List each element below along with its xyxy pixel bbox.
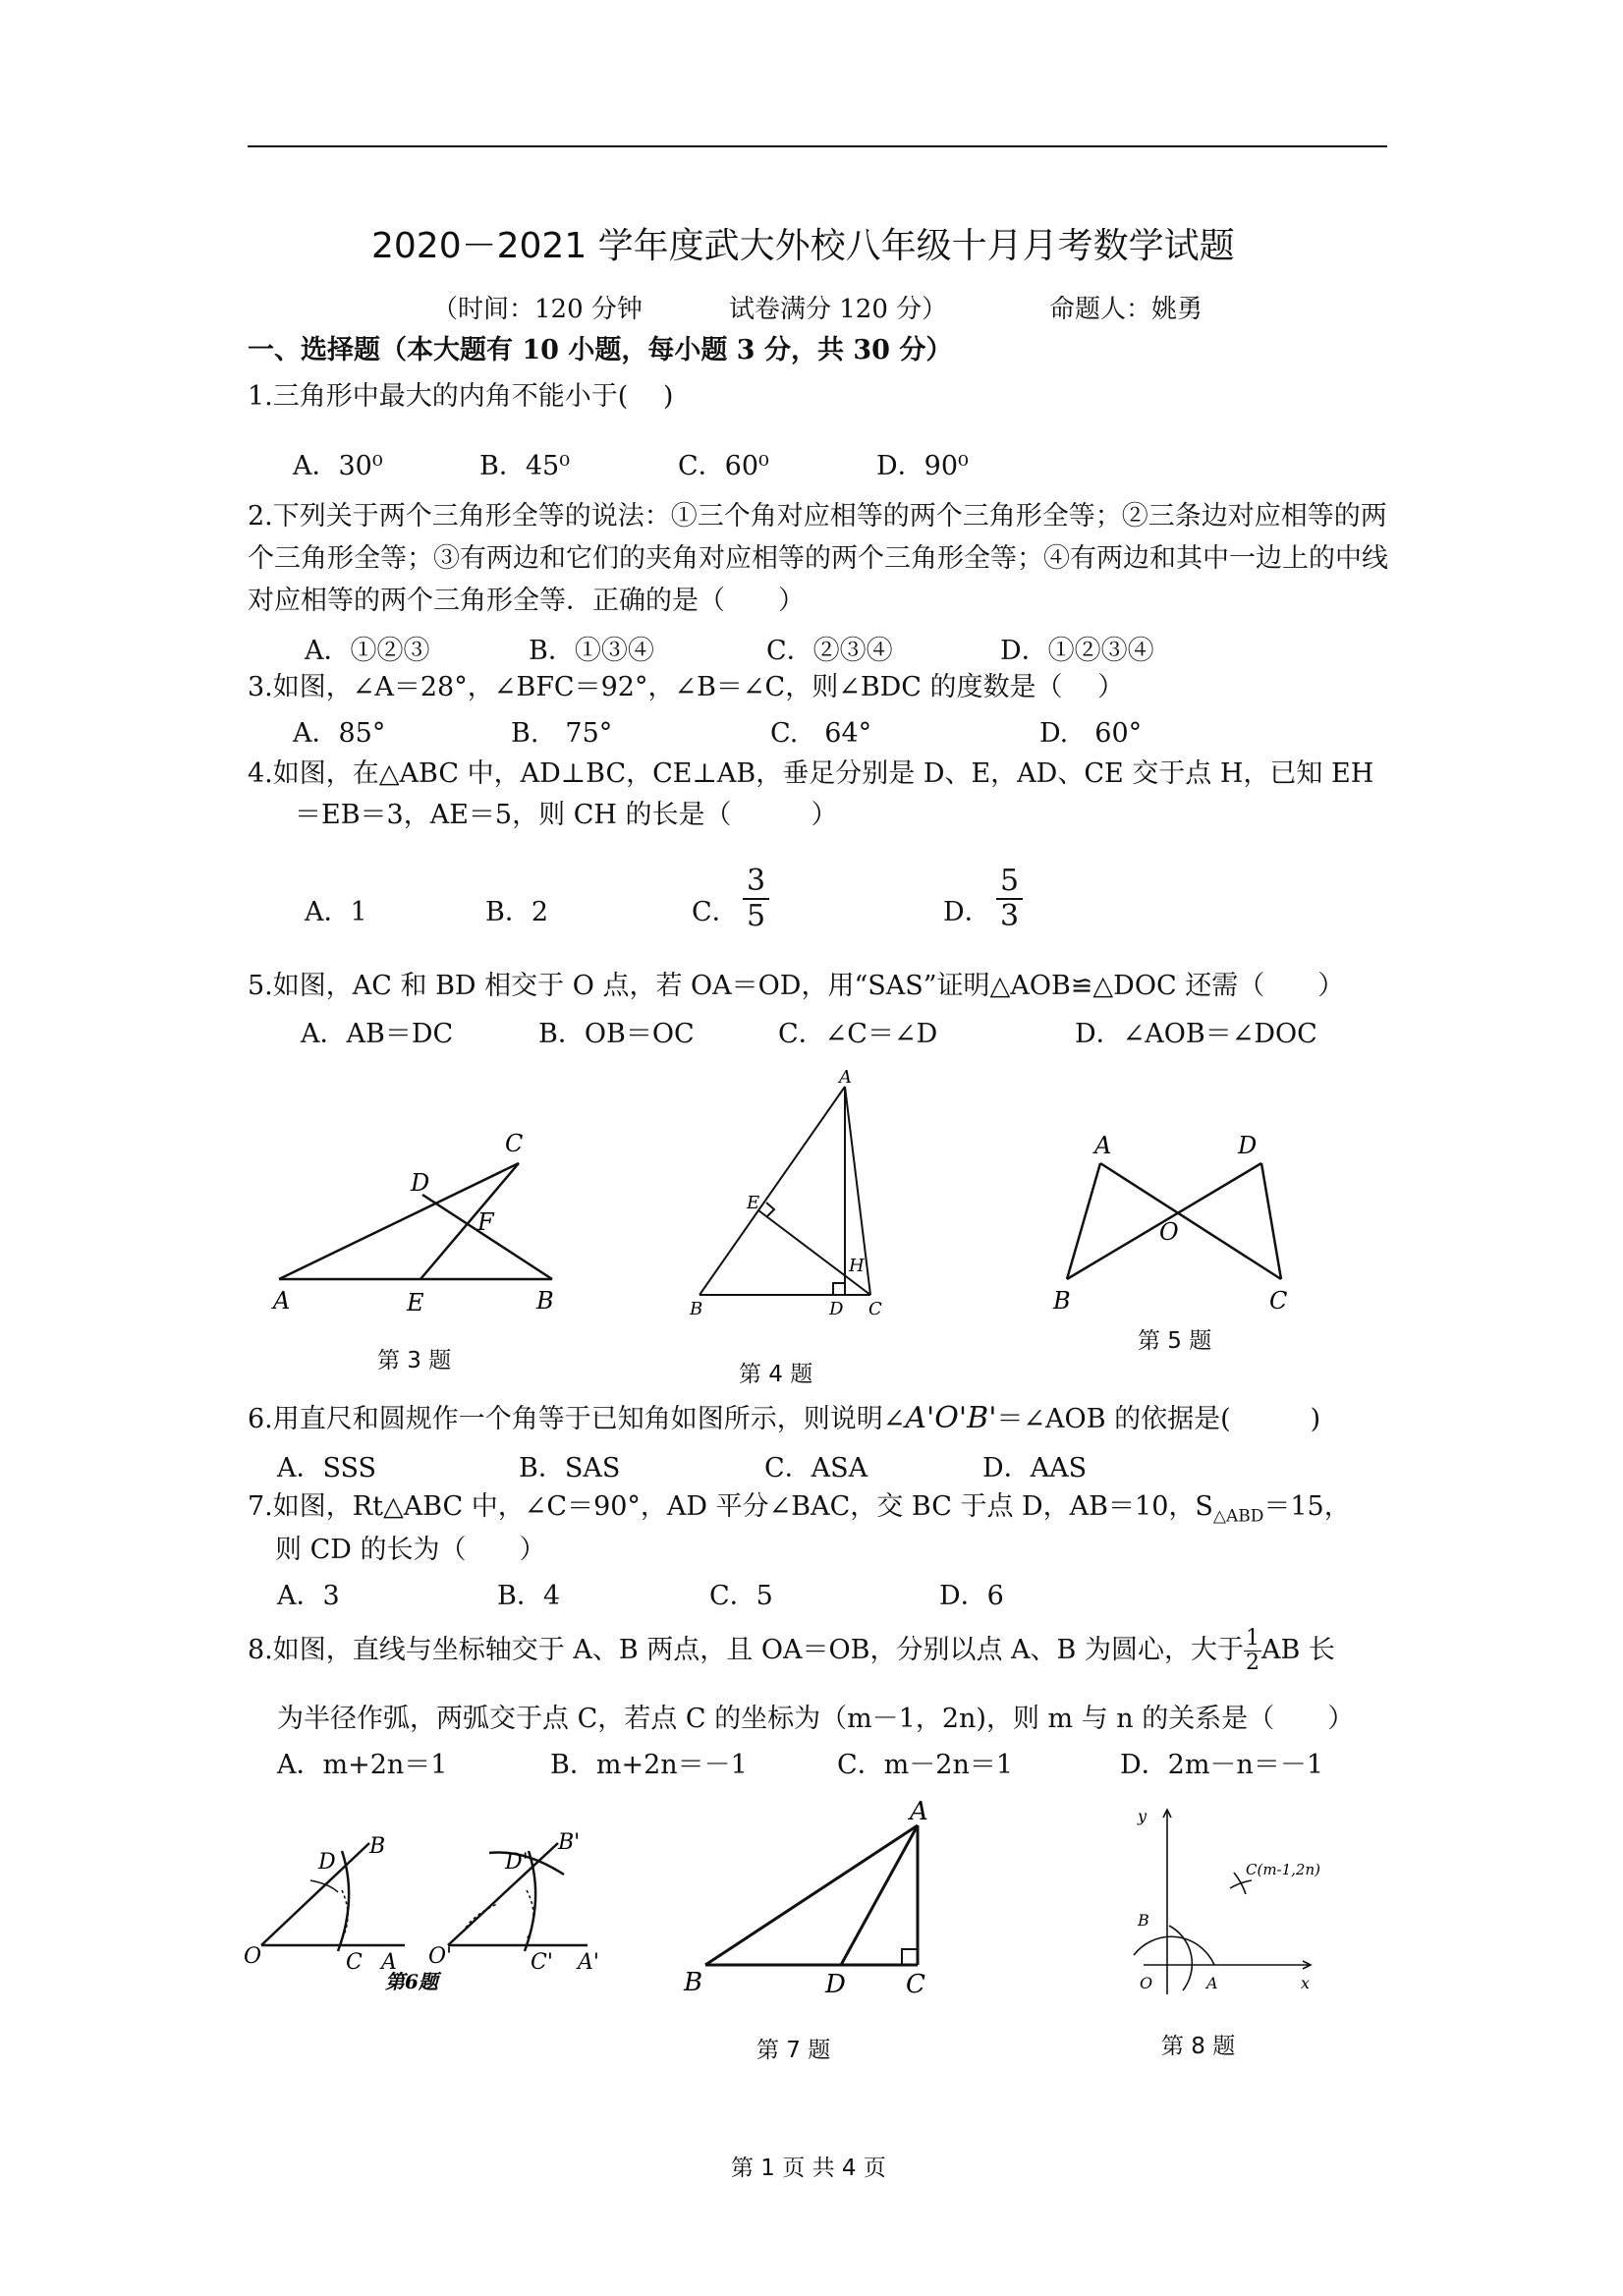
exam-score: 试卷满分 120 分） (729, 295, 948, 324)
q6-stem-part1: 6.用直尺和圆规作一个角等于已知角如图所示，则说明∠ (248, 1404, 906, 1434)
q7-stem-part2: ＝15， (1263, 1491, 1351, 1522)
label-A: A (1206, 1974, 1218, 1992)
q1-option-a: A．30⁰ (293, 451, 383, 481)
label-O: O (1159, 1218, 1179, 1246)
q2-option-d: D．①②③④ (1000, 636, 1154, 666)
label-D: D (825, 1970, 846, 1999)
question-3-stem: 3.如图，∠A＝28°，∠BFC＝92°，∠B＝∠C，则∠BDC 的度数是（ ） (248, 672, 1125, 702)
figure-5-caption: 第 5 题 (1138, 1328, 1212, 1354)
q8-option-d: D．2m－n＝－1 (1120, 1750, 1323, 1780)
q5-option-c: C．∠C＝∠D (778, 1019, 938, 1049)
label-D: D (318, 1850, 336, 1875)
section-title: 一、选择题（本大题有 10 小题，每小题 3 分，共 30 分） (248, 335, 953, 365)
q8-stem-part1: 8.如图，直线与坐标轴交于 A、B 两点，且 OA＝OB，分别以点 A、B 为圆心，大于 (248, 1635, 1244, 1665)
figure-5 (1043, 1120, 1309, 1316)
q6-option-c: C．ASA (764, 1453, 868, 1484)
figure-7-caption: 第 7 题 (756, 2038, 831, 2063)
q5-option-d: D．∠AOB＝∠DOC (1075, 1019, 1317, 1049)
label-B: B (1053, 1287, 1071, 1315)
question-6-stem (248, 1399, 1320, 1439)
q7-stem-part1: 7.如图，Rt△ABC 中，∠C＝90°，AD 平分∠BAC，交 BC 于点 D，AB＝10，S (248, 1491, 1213, 1522)
q3-option-a: A．85° (293, 718, 386, 749)
label-E: E (747, 1193, 760, 1213)
q5-option-b: B．OB＝OC (538, 1019, 695, 1049)
label-O: O (244, 1944, 262, 1969)
exam-author: 命题人：姚勇 (1049, 295, 1203, 324)
figure-3 (255, 1120, 589, 1326)
figure-6-caption: 第6题 (385, 1970, 438, 1993)
q8-option-a: A．m+2n＝1 (277, 1750, 448, 1780)
q3-option-d: D. 60° (1039, 718, 1143, 749)
q4-option-c: C． (692, 897, 739, 927)
q7-option-d: D．6 (939, 1581, 1004, 1611)
q6-stem-part2: ＝∠AOB 的依据是( ) (996, 1404, 1321, 1434)
question-5-stem: 5.如图，AC 和 BD 相交于 O 点，若 OA＝OD，用“SAS”证明△AOB≌△DOC 还需（ ） (248, 971, 1345, 1001)
header-rule (248, 145, 1387, 147)
q6-option-b: B．SAS (519, 1453, 621, 1484)
figure-6 (240, 1820, 625, 1996)
label-D: D (411, 1169, 430, 1197)
q2-option-c: C．②③④ (766, 636, 893, 666)
label-B: B (690, 1299, 703, 1319)
q6-option-a: A．SSS (277, 1453, 377, 1484)
q4-option-d: D． (943, 897, 991, 927)
q3-option-c: C. 64° (770, 718, 872, 749)
q7-area-subscript: △ABD (1212, 1506, 1264, 1527)
q8-option-c: C．m－2n＝1 (837, 1750, 1014, 1780)
figure-8-caption: 第 8 题 (1161, 2034, 1236, 2059)
label-B-prime: B' (558, 1830, 581, 1855)
question-8-stem-line2: 为半径作弧，两弧交于点 C，若点 C 的坐标为（m－1，2n)，则 m 与 n 的关系是（ ） (277, 1704, 1355, 1734)
figure-8 (1114, 1798, 1330, 1994)
q8-option-b: B．m+2n＝－1 (550, 1750, 748, 1780)
figure-3-caption: 第 3 题 (377, 1348, 452, 1373)
figure-7 (678, 1798, 943, 2004)
fraction-denominator: 5 (747, 899, 766, 933)
q7-option-b: B．4 (497, 1581, 561, 1611)
label-B: B (684, 1968, 703, 1997)
q1-option-c: C．60⁰ (678, 451, 769, 481)
figure-4-caption: 第 4 题 (739, 1362, 813, 1387)
q5-option-a: A．AB＝DC (301, 1019, 454, 1049)
q1-option-d: D．90⁰ (876, 451, 969, 481)
fraction-numerator: 5 (996, 865, 1023, 900)
fraction-denominator: 3 (1000, 899, 1020, 933)
label-H: H (849, 1256, 865, 1276)
q4-option-d-fraction (996, 865, 1023, 933)
label-B: B (536, 1287, 554, 1315)
page-title: 2020－2021 学年度武大外校八年级十月月考数学试题 (371, 226, 1235, 266)
q2-option-a: A．①②③ (305, 636, 430, 666)
question-8-stem (248, 1627, 1335, 1675)
q4-option-c-fraction (743, 865, 769, 933)
figure-4 (678, 1067, 904, 1322)
label-y: y (1138, 1807, 1147, 1825)
q3-option-b: B. 75° (511, 718, 613, 749)
label-A: A (1094, 1132, 1112, 1159)
q6-angle-name: A'O'B' (905, 1401, 997, 1435)
q7-option-a: A．3 (277, 1581, 340, 1611)
question-4-stem-line2: ＝EB＝3，AE＝5，则 CH 的长是（ ） (295, 800, 838, 830)
label-D: D (829, 1299, 844, 1319)
label-B: B (1138, 1911, 1149, 1930)
label-O-prime: O' (428, 1944, 453, 1969)
question-1-stem: 1.三角形中最大的内角不能小于( ) (248, 381, 674, 412)
label-C: C (1269, 1287, 1288, 1315)
label-A: A (910, 1798, 928, 1826)
label-C: C(m-1,2n) (1246, 1861, 1320, 1878)
label-D-prime: D' (505, 1850, 529, 1875)
label-C-prime: C' (531, 1950, 553, 1975)
label-C: C (868, 1299, 882, 1319)
question-4-stem-line1: 4.如图，在△ABC 中，AD⊥BC，CE⊥AB，垂足分别是 D、E，AD、CE 交于点 H，已知 EH (248, 758, 1374, 789)
label-C: C (906, 1970, 925, 1999)
fraction-denominator: 2 (1245, 1651, 1259, 1675)
q1-option-b: B．45⁰ (479, 451, 571, 481)
q2-option-b: B．①③④ (529, 636, 654, 666)
fraction-numerator: 1 (1245, 1626, 1259, 1651)
label-F: F (477, 1208, 494, 1236)
question-7-stem (248, 1487, 1351, 1536)
label-C: C (505, 1130, 524, 1157)
question-7-stem-line2: 则 CD 的长为（ ） (275, 1535, 546, 1565)
exam-time: （时间：120 分钟 (432, 295, 643, 324)
q8-stem-part2: AB 长 (1260, 1635, 1335, 1665)
q6-option-d: D．AAS (982, 1453, 1088, 1484)
label-A-prime: A' (578, 1950, 599, 1975)
label-C: C (346, 1950, 363, 1975)
question-2-stem: 2.下列关于两个三角形全等的说法：①三个角对应相等的两个三角形全等；②三条边对应相等的两个三角形全等；③有两边和它们的夹角对应相等的两个三角形全等；④有两边和其中一边上的中线对应相等的两个三角形全等．正确的是（ ） (248, 501, 1388, 616)
q4-option-a: A．1 (305, 897, 367, 927)
q4-option-b: B．2 (485, 897, 549, 927)
label-D: D (1238, 1132, 1258, 1159)
label-A: A (839, 1067, 852, 1088)
fraction-numerator: 3 (743, 865, 769, 900)
label-B: B (369, 1834, 386, 1859)
label-A: A (273, 1287, 291, 1315)
page-footer: 第 1 页 共 4 页 (731, 2156, 886, 2181)
label-x: x (1301, 1974, 1311, 1992)
label-O: O (1140, 1974, 1153, 1992)
q7-option-c: C．5 (709, 1581, 773, 1611)
label-A: A (381, 1950, 397, 1975)
label-E: E (407, 1289, 424, 1316)
q8-half-fraction (1244, 1627, 1261, 1675)
